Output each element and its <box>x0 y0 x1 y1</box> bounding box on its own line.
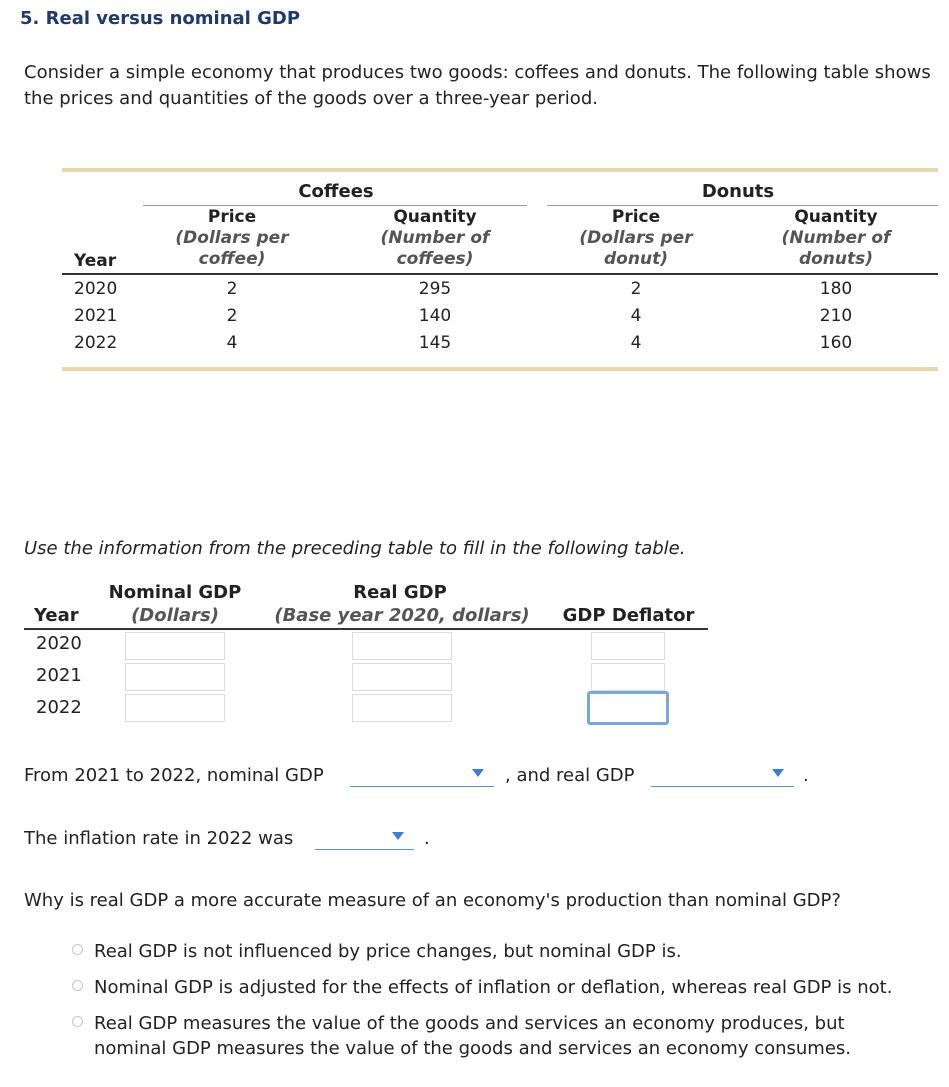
statement-period: . <box>803 765 809 786</box>
table-cell: 4 <box>630 306 642 326</box>
gdp-deflator-2022-input[interactable] <box>587 691 669 725</box>
col-coffee-quantity <box>355 206 515 270</box>
nominal-gdp-2021-input[interactable] <box>125 663 225 691</box>
col-nominal-gdp: Nominal GDP <box>108 582 242 603</box>
table-bottom-rule <box>62 367 938 371</box>
radio-icon[interactable] <box>72 1016 83 1027</box>
option-label: Real GDP is not influenced by price changes, but nominal GDP is. <box>94 941 682 962</box>
inflation-rate-dropdown[interactable] <box>315 828 414 850</box>
intro-text: Consider a simple economy that produces two goods: coffees and donuts. The following table shows the prices and quantities of the goods over a three-year period. <box>24 62 931 109</box>
option-label: Real GDP measures the value of the goods and services an economy produces, but <box>94 1013 845 1034</box>
real-gdp-statement: , and real GDP <box>505 765 635 786</box>
nominal-gdp-statement: From 2021 to 2022, nominal GDP <box>24 765 324 786</box>
real-gdp-2022-input[interactable] <box>352 694 452 722</box>
statement-period: . <box>424 828 430 849</box>
real-gdp-2020-input[interactable] <box>352 632 452 660</box>
col-head: Quantity <box>794 207 878 227</box>
question-text: Why is real GDP a more accurate measure of an economy's production than nominal GDP? <box>24 890 841 911</box>
chevron-down-icon <box>392 832 404 840</box>
table-cell: 4 <box>630 333 642 353</box>
table-row-year: 2020 <box>36 633 82 654</box>
col-sub: coffee) <box>198 249 266 269</box>
table-row-year: 2022 <box>36 697 82 718</box>
table-row-year: 2020 <box>74 279 118 299</box>
table-cell: 160 <box>819 333 853 353</box>
col-sub: (Number of <box>380 228 490 248</box>
instruction-text: Use the information from the preceding table to fill in the following table. <box>24 538 686 559</box>
table-cell: 140 <box>418 306 452 326</box>
table-row-year: 2021 <box>74 306 118 326</box>
header-rule <box>24 628 708 630</box>
col-gdp-deflator: GDP Deflator <box>562 605 695 626</box>
table-cell: 2 <box>226 306 238 326</box>
col-sub: coffees) <box>396 249 474 269</box>
gdp-deflator-2020-input[interactable] <box>591 632 665 660</box>
table-cell: 145 <box>418 333 452 353</box>
real-gdp-2021-input[interactable] <box>352 663 452 691</box>
real-gdp-change-dropdown[interactable] <box>651 765 794 787</box>
table-row-year: 2022 <box>74 333 118 353</box>
table-cell: 4 <box>226 333 238 353</box>
table-cell: 2 <box>226 279 238 299</box>
col-head: Price <box>611 207 661 227</box>
table-top-rule <box>62 168 938 172</box>
gdp-deflator-2021-input[interactable] <box>591 663 665 691</box>
table-cell: 295 <box>418 279 452 299</box>
col-head: Quantity <box>393 207 477 227</box>
col-sub: donut) <box>604 249 668 269</box>
option-label-continued: nominal GDP measures the value of the goods and services an economy consumes. <box>94 1038 852 1059</box>
table-cell: 2 <box>630 279 642 299</box>
col-coffee-price <box>152 206 312 270</box>
col-sub: (Dollars per <box>579 228 693 248</box>
table-cell: 210 <box>819 306 853 326</box>
col-real-gdp-sub: (Base year 2020, dollars) <box>274 605 530 626</box>
nominal-gdp-2020-input[interactable] <box>125 632 225 660</box>
group-donuts: Donuts <box>701 181 775 202</box>
col-donut-quantity <box>756 206 916 270</box>
group-coffees: Coffees <box>298 181 374 202</box>
nominal-gdp-change-dropdown[interactable] <box>350 765 494 787</box>
year-header: Year <box>74 251 117 271</box>
col-sub: (Dollars per <box>175 228 289 248</box>
col-sub: (Number of <box>781 228 891 248</box>
table-cell: 180 <box>819 279 853 299</box>
col-nominal-gdp-sub: (Dollars) <box>131 605 219 626</box>
page-title: 5. Real versus nominal GDP <box>20 8 301 29</box>
inflation-statement: The inflation rate in 2022 was <box>24 828 294 849</box>
radio-icon[interactable] <box>72 980 83 991</box>
table-row-year: 2021 <box>36 665 82 686</box>
radio-icon[interactable] <box>72 944 83 955</box>
col-donut-price <box>556 206 716 270</box>
chevron-down-icon <box>472 769 484 777</box>
col-head: Price <box>207 207 257 227</box>
col-sub: donuts) <box>798 249 874 269</box>
option-label: Nominal GDP is adjusted for the effects of inflation or deflation, whereas real GDP is not. <box>94 977 893 998</box>
year-header: Year <box>34 605 79 626</box>
header-rule <box>62 273 938 275</box>
chevron-down-icon <box>772 769 784 777</box>
col-real-gdp: Real GDP <box>353 582 447 603</box>
nominal-gdp-2022-input[interactable] <box>125 694 225 722</box>
